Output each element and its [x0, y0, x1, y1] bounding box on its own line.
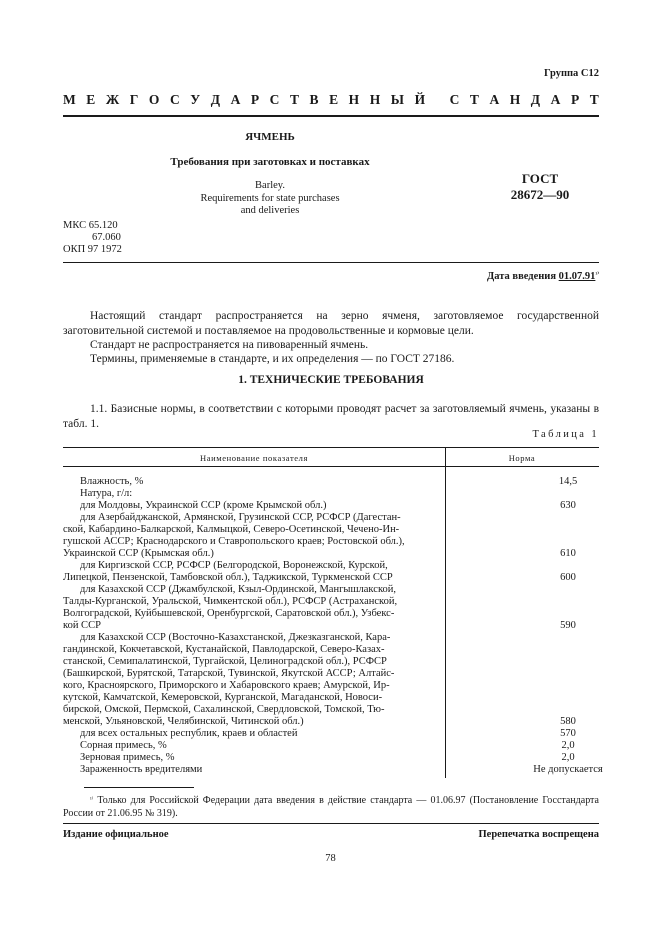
- table-row: [63, 524, 599, 536]
- footnote-ref: ¹⁾: [595, 272, 599, 278]
- banner-letter: Н: [369, 92, 381, 107]
- table-row: [63, 752, 599, 764]
- banner-letter: Ж: [105, 92, 120, 107]
- table-row: [63, 584, 599, 596]
- banner-letter: Е: [329, 92, 339, 107]
- table-cell-name: кого, Красноярского, Приморского и Хабаровского краев; Амурской, Ир-: [63, 680, 390, 691]
- banner-letter: Н: [509, 92, 521, 107]
- header-rule: [63, 262, 599, 263]
- gost-designation: [495, 171, 585, 203]
- table-cell-name: Талды-Курганской, Уральской, Чимкентской обл.), РСФСР (Астраханской,: [63, 596, 398, 607]
- banner-letter: Ы: [390, 92, 405, 107]
- table-row: [63, 740, 599, 752]
- table-cell-name: бирской, Омской, Пермской, Сахалинской, Свердловской, Томской, Тю-: [63, 704, 385, 715]
- banner-letter: Т: [589, 92, 599, 107]
- intro-paragraph: Настоящий стандарт распространяется на зерно ячменя, заготовляемое государственной заготовительной системой и поставляемое на продовольственные и кормовые цели.: [63, 310, 599, 337]
- table-cell-name: Сорная примесь, %: [80, 740, 167, 751]
- footnote: [63, 795, 599, 820]
- table-row: [63, 632, 599, 644]
- banner-letter: Т: [469, 92, 479, 107]
- code-line: МКС 65.120: [63, 220, 118, 231]
- banner-letter: А: [550, 92, 561, 107]
- banner-rule: [63, 115, 599, 117]
- english-title-line: Requirements for state purchases: [200, 192, 340, 204]
- intro-date-label: Дата введения: [487, 271, 557, 282]
- standard-banner: [63, 94, 599, 106]
- table-cell-value: 14,5: [558, 476, 578, 487]
- banner-letter: Г: [129, 92, 139, 107]
- table-row: [63, 560, 599, 572]
- table-row: [63, 764, 603, 776]
- table-cell-value: 610: [560, 548, 576, 559]
- column-header-name: Наименование показателя: [199, 453, 308, 463]
- table-cell-name: для Молдовы, Украинской ССР (кроме Крымской обл.): [80, 500, 327, 511]
- table-cell-value: 2,0: [561, 740, 575, 751]
- edition-label: Издание официальное: [63, 829, 169, 840]
- code-line: 67.060: [92, 231, 121, 243]
- table-cell-name: Липецкой, Пензенской, Тамбовской обл.), Таджикской, Туркменской ССР: [63, 572, 393, 583]
- footnote-text: Только для Российской Федерации дата введения в действие стандарта — 01.06.97 (Постановление Госстандарта России от 21.06.95 № 319).: [63, 795, 599, 819]
- table-cell-name: кой ССР: [63, 620, 101, 631]
- banner-letter: У: [190, 92, 201, 107]
- table-row: [63, 704, 599, 716]
- banner-letter: А: [230, 92, 241, 107]
- table-cell-name: (Башкирской, Бурятской, Татарской, Тувинской, Якутской АССР; Алтайс-: [63, 668, 395, 679]
- footer-rule: [63, 823, 599, 824]
- table-cell-value: 2,0: [561, 752, 575, 763]
- english-title-line: Barley.: [255, 180, 285, 191]
- group-label: Группа С12: [543, 68, 599, 79]
- table-row: [63, 500, 599, 512]
- table-cell-value: Не допускается: [533, 764, 603, 775]
- table-row: [63, 476, 599, 488]
- banner-letter: О: [148, 92, 160, 107]
- table-row: [63, 512, 599, 524]
- table-cell-name: Влажность, %: [80, 476, 144, 487]
- clause-text: 1.1. Базисные нормы, в соответствии с которыми проводят расчет за заготовляемый ячмень, указаны в табл. 1.: [63, 403, 599, 430]
- reprint-notice: Перепечатка воспрещена: [478, 829, 599, 840]
- table-cell-name: менской, Ульяновской, Челябинской, Читинской обл.): [63, 716, 304, 727]
- table-row: [63, 548, 599, 560]
- table-label: Таблица 1: [532, 429, 599, 440]
- table-cell-value: 630: [560, 500, 576, 511]
- table-row: [63, 728, 599, 740]
- banner-letter: М: [63, 92, 76, 107]
- banner-letter: Р: [250, 92, 260, 107]
- banner-letter: Е: [86, 92, 96, 107]
- banner-gap: [436, 94, 439, 106]
- table-row: [63, 656, 599, 668]
- table-cell-name: Зараженность вредителями: [80, 764, 203, 775]
- table-row: [63, 608, 599, 620]
- banner-letter: А: [489, 92, 500, 107]
- document-title: ЯЧМЕНЬ: [245, 131, 295, 143]
- table-row: [63, 596, 599, 608]
- table-cell-name: Зерновая примесь, %: [80, 752, 175, 763]
- table-row: [63, 644, 599, 656]
- intro-paragraph: Стандарт не распространяется на пивоваренный ячмень.: [90, 339, 369, 351]
- banner-letter: Й: [414, 92, 426, 107]
- table-cell-value: 580: [560, 716, 576, 727]
- intro-paragraph: Термины, применяемые в стандарте, и их определения — по ГОСТ 27186.: [90, 353, 455, 365]
- table-cell-name: ской, Кабардино-Балкарской, Калмыцкой, Северо-Осетинской, Чечено-Ин-: [63, 524, 400, 535]
- gost-label: ГОСТ: [521, 171, 559, 186]
- page-number: 78: [325, 853, 336, 864]
- classification-codes: [63, 220, 122, 255]
- banner-letter: С: [449, 92, 460, 107]
- table-cell-name: Украинской ССР (Крымская обл.): [63, 548, 214, 559]
- table-cell-name: для Казахской ССР (Джамбулской, Кзыл-Ординской, Мангышлакской,: [80, 584, 396, 595]
- banner-letter: Р: [570, 92, 580, 107]
- table-cell-value: 570: [560, 728, 576, 739]
- table-header-rule: [63, 466, 599, 467]
- gost-number: 28672—90: [510, 187, 570, 202]
- table-row: [63, 536, 599, 548]
- table-row: [63, 668, 599, 680]
- table-cell-name: для Казахской ССР (Восточно-Казахстанской, Джезказганской, Кара-: [80, 632, 391, 643]
- table-cell-name: для Азербайджанской, Армянской, Грузинской ССР, РСФСР (Дагестан-: [80, 512, 401, 523]
- banner-letter: С: [169, 92, 180, 107]
- banner-letter: В: [309, 92, 319, 107]
- banner-letter: Т: [289, 92, 299, 107]
- table-top-rule: [63, 447, 599, 448]
- section-heading: 1. ТЕХНИЧЕСКИЕ ТРЕБОВАНИЯ: [238, 374, 424, 386]
- table-row: [63, 716, 599, 728]
- table-cell-name: Натура, г/л:: [80, 488, 133, 499]
- banner-letter: Д: [530, 92, 541, 107]
- table-cell-name: кутской, Камчатской, Кемеровской, Курганской, Магаданской, Новоси-: [63, 692, 383, 703]
- english-title: [170, 180, 370, 218]
- table-cell-value: 590: [560, 620, 576, 631]
- table-row: [63, 488, 599, 500]
- introduction-date: [487, 271, 599, 283]
- intro-date-value: 01.07.91: [558, 271, 596, 282]
- banner-letter: Н: [348, 92, 360, 107]
- table-cell-name: для всех остальных республик, краев и областей: [80, 728, 298, 739]
- footnote-mark: ¹⁾: [90, 797, 94, 803]
- english-title-line: and deliveries: [240, 205, 300, 216]
- table-cell-value: 600: [560, 572, 576, 583]
- column-header-norm: Норма: [508, 453, 536, 463]
- table-cell-name: для Киргизской ССР, РСФСР (Белгородской, Воронежской, Курской,: [80, 560, 388, 571]
- table-cell-name: Волгоградской, Куйбышевской, Оренбургской, Саратовской обл.), Узбекс-: [63, 608, 395, 619]
- table-row: [63, 572, 599, 584]
- table-cell-name: гандинской, Кокчетавской, Кустанайской, Павлодарской, Северо-Казах-: [63, 644, 385, 655]
- table-row: [63, 620, 599, 632]
- banner-letter: С: [269, 92, 280, 107]
- table-row: [63, 680, 599, 692]
- table-cell-name: гушской АССР; Краснодарского и Ставропольского краев; Ростовской обл.),: [63, 536, 405, 547]
- table-cell-name: станской, Семипалатинской, Тургайской, Целиноградской обл.), РСФСР: [63, 656, 387, 667]
- code-line: ОКП 97 1972: [63, 243, 122, 255]
- table-row: [63, 692, 599, 704]
- document-subtitle: Требования при заготовках и поставках: [170, 156, 370, 168]
- footnote-rule: [84, 787, 194, 788]
- banner-letter: Д: [210, 92, 221, 107]
